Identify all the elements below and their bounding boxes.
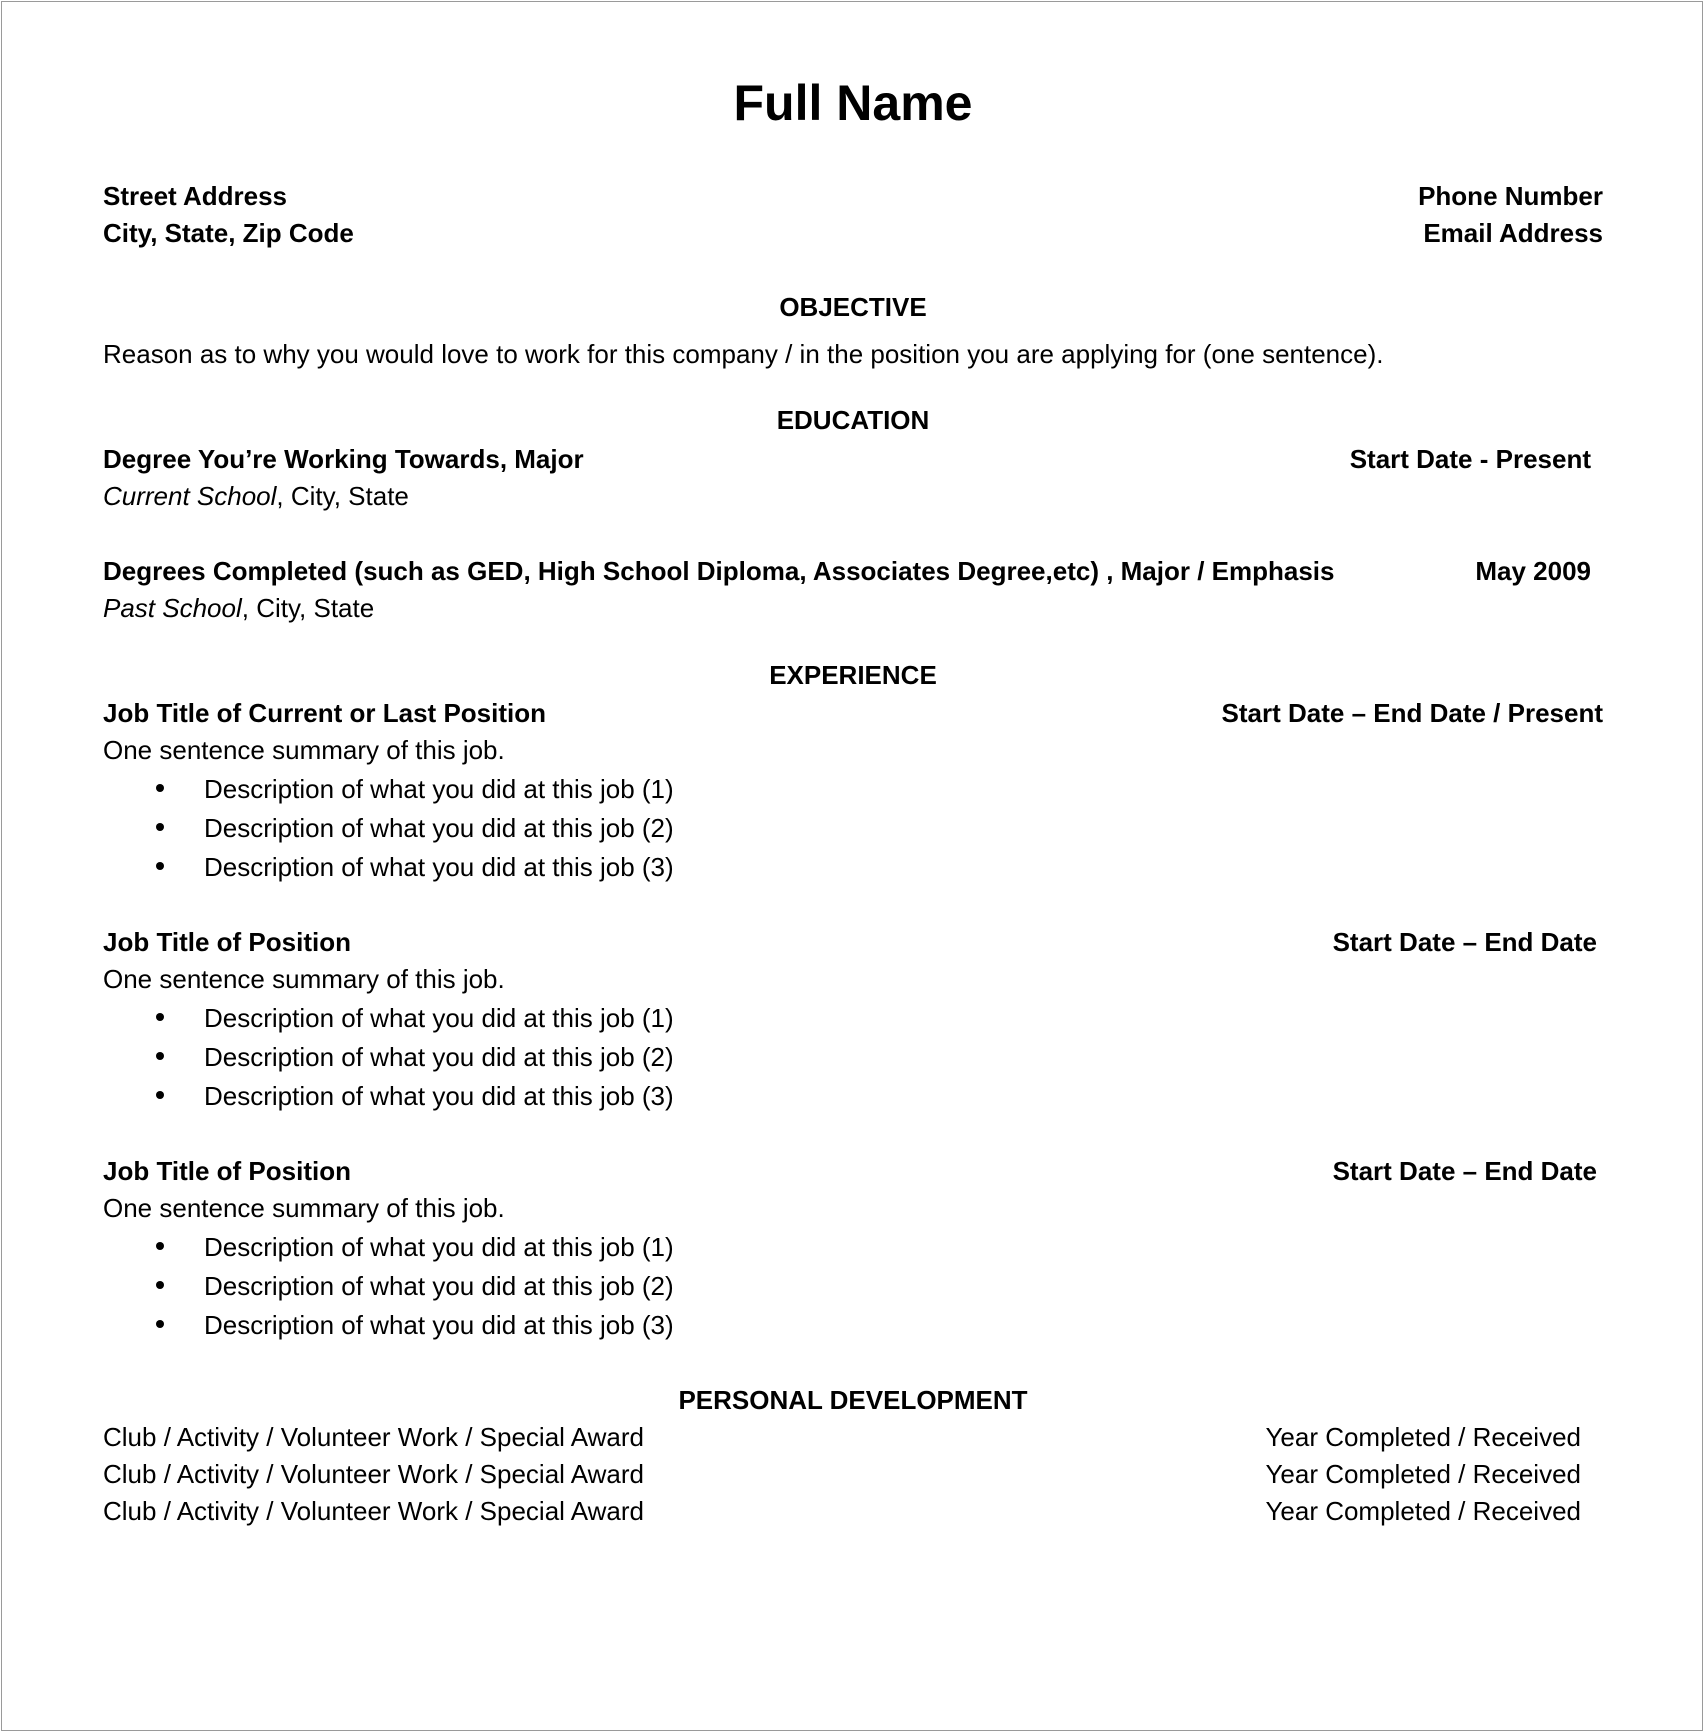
bullet-icon [156,862,164,870]
job-1-bullet-2: Description of what you did at this job (2) [204,813,674,843]
education-location-2: , City, State [241,593,375,623]
bullet-icon [156,1242,164,1250]
bullet-icon [156,823,164,831]
job-3-bullet-3: Description of what you did at this job (3) [204,1310,674,1340]
education-location-1: , City, State [276,481,409,511]
full-name: Full Name [733,75,973,131]
job-2-date: Start Date – End Date [1332,927,1597,957]
bullet-icon [156,1320,164,1328]
job-1-summary: One sentence summary of this job. [103,735,505,765]
pd-activity-2: Club / Activity / Volunteer Work / Special Award [103,1459,644,1489]
city-state-zip: City, State, Zip Code [103,218,354,248]
objective-text: Reason as to why you would love to work for this company / in the position you are applying for (one sentence). [103,339,1384,369]
education-date-1: Start Date - Present [1349,444,1591,474]
job-3-bullet-1: Description of what you did at this job (1) [204,1232,674,1262]
pd-activity-1: Club / Activity / Volunteer Work / Special Award [103,1422,644,1452]
job-1-bullet-3: Description of what you did at this job (3) [204,852,674,882]
education-school-2: Past School [103,593,242,623]
education-school-line-2 [103,592,374,624]
bullet-icon [156,1052,164,1060]
job-3-bullet-2: Description of what you did at this job (2) [204,1271,674,1301]
education-degree-1: Degree You’re Working Towards, Major [103,444,584,474]
bullet-icon [156,1013,164,1021]
pd-year-3: Year Completed / Received [1265,1496,1581,1526]
job-3-title: Job Title of Position [103,1156,351,1186]
pd-year-2: Year Completed / Received [1265,1459,1581,1489]
bullet-icon [156,784,164,792]
pd-activity-3: Club / Activity / Volunteer Work / Special Award [103,1496,644,1526]
education-school-line-1 [103,480,409,512]
job-3-date: Start Date – End Date [1332,1156,1597,1186]
experience-heading: EXPERIENCE [769,660,937,690]
education-school-1: Current School [103,481,277,511]
job-2-bullet-1: Description of what you did at this job (1) [204,1003,674,1033]
job-1-date: Start Date – End Date / Present [1221,698,1603,728]
job-2-bullet-2: Description of what you did at this job (2) [204,1042,674,1072]
education-date-2: May 2009 [1475,556,1591,586]
job-1-bullet-1: Description of what you did at this job (1) [204,774,674,804]
job-3-summary: One sentence summary of this job. [103,1193,505,1223]
job-2-bullet-3: Description of what you did at this job (3) [204,1081,674,1111]
objective-heading: OBJECTIVE [779,292,927,322]
pd-year-1: Year Completed / Received [1265,1422,1581,1452]
bullet-icon [156,1281,164,1289]
phone-number: Phone Number [1418,181,1603,211]
email-address: Email Address [1423,218,1603,248]
personal-development-heading: PERSONAL DEVELOPMENT [678,1385,1028,1415]
bullet-icon [156,1091,164,1099]
job-2-summary: One sentence summary of this job. [103,964,505,994]
education-degree-2: Degrees Completed (such as GED, High School Diploma, Associates Degree,etc) , Major / Emphasis [103,556,1335,586]
job-2-title: Job Title of Position [103,927,351,957]
job-1-title: Job Title of Current or Last Position [103,698,546,728]
street-address: Street Address [103,181,287,211]
education-heading: EDUCATION [776,405,930,435]
